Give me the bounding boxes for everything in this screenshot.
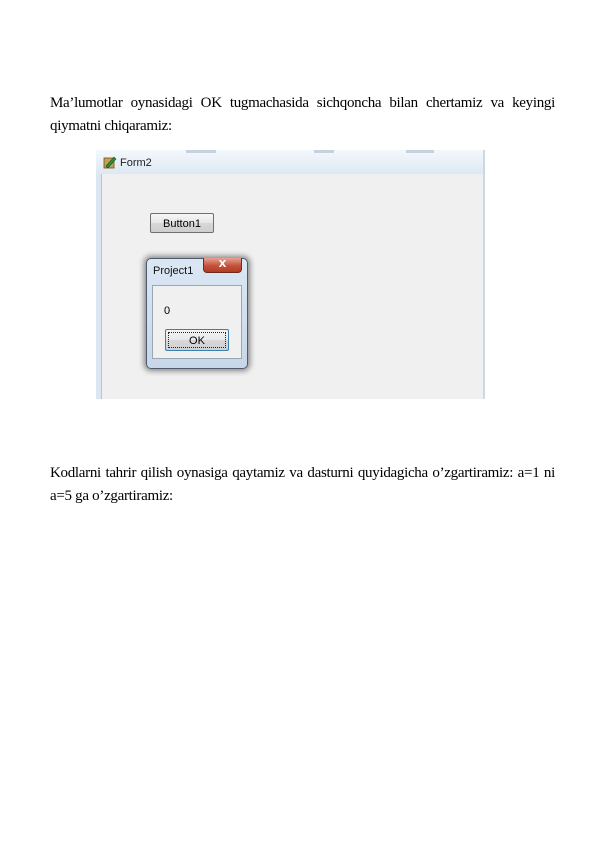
form-title: Form2 <box>120 157 152 169</box>
form2-screenshot <box>96 150 485 399</box>
form-right-border <box>483 150 485 399</box>
delphi-app-icon <box>103 156 117 169</box>
form-left-border <box>96 174 102 399</box>
button1[interactable]: Button1 <box>150 213 214 233</box>
ok-button[interactable] <box>165 329 229 351</box>
dialog-body <box>152 285 242 359</box>
dialog-title: Project1 <box>153 265 194 277</box>
ok-button-label: OK <box>168 332 226 348</box>
close-icon[interactable]: X <box>203 258 242 273</box>
paragraph-ok-instruction: Ma’lumotlar oynasidagi OK tugmachasida sichqoncha bilan chertamiz va keyingi qiymatni chiqaramiz: <box>50 95 555 134</box>
dialog-message: 0 <box>164 305 171 317</box>
form-titlebar <box>96 150 485 174</box>
paragraph-code-change: Kodlarni tahrir qilish oynasiga qaytamiz va dasturni quyidagicha o’zgartiramiz: a=1 ni a=5 ga o’zgartiramiz: <box>50 465 555 504</box>
message-dialog <box>146 258 248 369</box>
